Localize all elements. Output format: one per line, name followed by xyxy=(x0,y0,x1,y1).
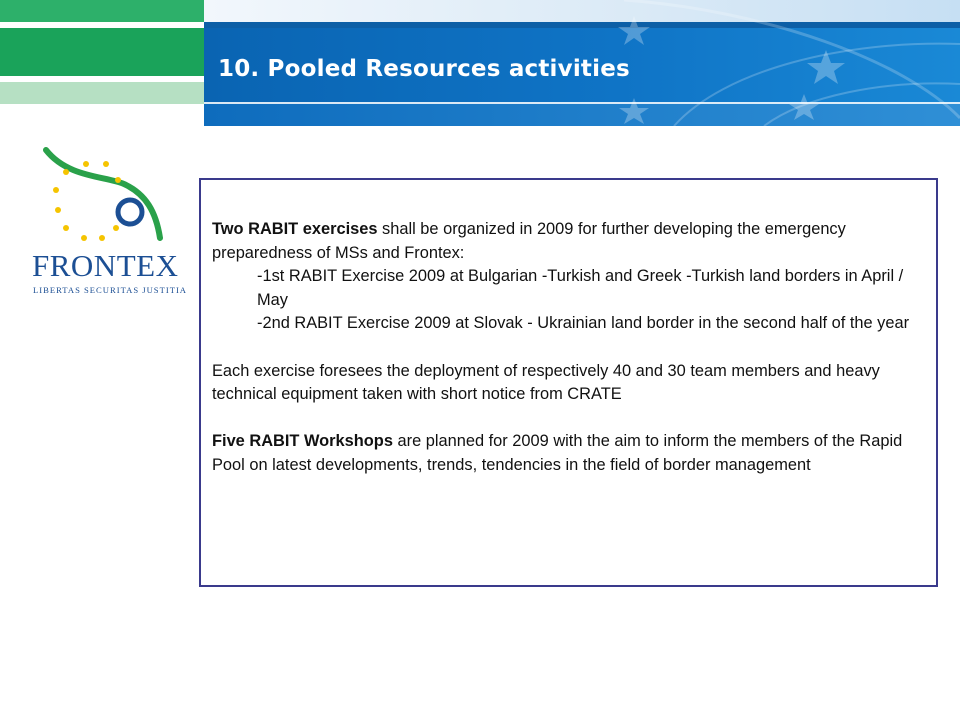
bullet-exercise-1: -1st RABIT Exercise 2009 at Bulgarian -Turkish and Greek -Turkish land borders in April / May xyxy=(257,267,904,309)
header-banner-bottom xyxy=(204,104,960,126)
bold-rabit-workshops: Five RABIT Workshops xyxy=(212,432,393,451)
header-green-stripe-middle xyxy=(0,28,204,76)
header-banner-top xyxy=(204,0,960,22)
header-green-stripe-top xyxy=(0,0,204,22)
bullet-exercise-2: -2nd RABIT Exercise 2009 at Slovak - Ukrainian land border in the second half of the year xyxy=(257,314,910,333)
content-box xyxy=(199,178,938,587)
logo-motto: LIBERTAS SECURITAS JUSTITIA xyxy=(33,285,188,295)
spacer xyxy=(212,336,912,360)
paragraph-workshops xyxy=(212,430,912,477)
bold-rabit-exercises: Two RABIT exercises xyxy=(212,220,378,238)
paragraph-rabit-exercises xyxy=(212,218,912,265)
header-green-stripe-bottom xyxy=(0,82,204,104)
spacer xyxy=(212,407,912,431)
logo-wordmark: FRONTEX xyxy=(32,248,179,283)
paragraph-rabit-exercises-text: shall be organized in 2009 for further developing the emergency preparedness of MSs and Frontex: xyxy=(212,220,846,262)
content-text xyxy=(212,218,912,478)
paragraph-workshops-text: are planned for 2009 with the aim to inform the members of the Rapid Pool on latest developments, trends, tendencies in the field of border management xyxy=(212,432,903,474)
paragraph-deployment: Each exercise foresees the deployment of respectively 40 and 30 team members and heavy technical equipment taken with short notice from CRATE xyxy=(212,361,880,404)
page-title: 10. Pooled Resources activities xyxy=(218,56,630,82)
